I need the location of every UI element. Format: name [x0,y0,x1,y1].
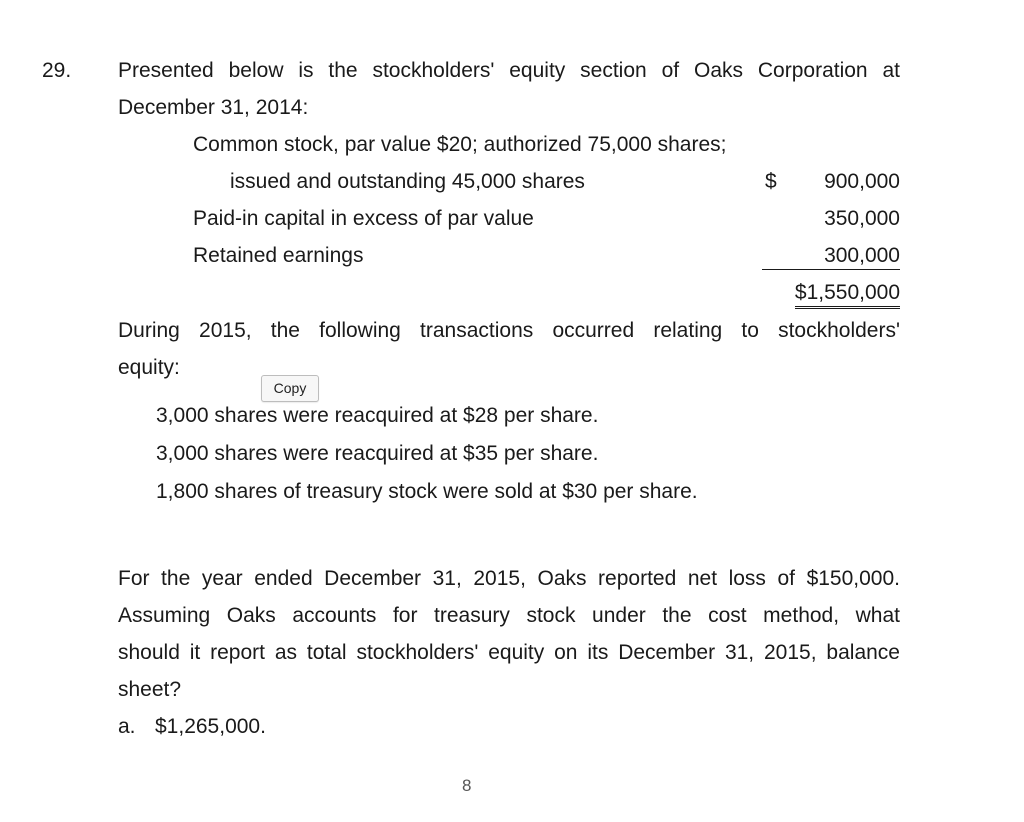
answer-letter: a. [118,715,136,738]
common-stock-label-line2: issued and outstanding 45,000 shares [230,170,585,193]
transaction-item-2: 3,000 shares were reacquired at $35 per share. [156,442,599,465]
common-stock-label-line1: Common stock, par value $20; authorized 75,000 shares; [193,133,727,156]
common-stock-amount: 900,000 [824,170,900,193]
intro-line-2: December 31, 2014: [118,96,309,119]
question-line-3: should it report as total stockholders' equity on its December 31, 2015, balance [118,641,900,664]
retained-earnings-label: Retained earnings [193,244,364,267]
transactions-intro-line-2: equity: [118,356,180,379]
copy-button[interactable]: Copy [261,375,319,402]
total-equity-amount: $1,550,000 [795,280,900,309]
transaction-item-3: 1,800 shares of treasury stock were sold at $30 per share. [156,480,698,503]
question-number: 29. [42,59,72,82]
paid-in-capital-label: Paid-in capital in excess of par value [193,207,534,230]
dollar-sign: $ [765,170,777,193]
page-number: 8 [462,776,472,795]
intro-line-1: Presented below is the stockholders' equity section of Oaks Corporation at [118,59,900,82]
question-line-1: For the year ended December 31, 2015, Oaks reported net loss of $150,000. [118,567,900,590]
retained-earnings-amount: 300,000 [762,243,900,270]
transactions-intro-line-1: During 2015, the following transactions occurred relating to stockholders' [118,319,900,342]
answer-value: $1,265,000. [155,715,266,738]
question-line-4: sheet? [118,678,182,701]
paid-in-capital-amount: 350,000 [824,207,900,230]
transaction-item-1: 3,000 shares were reacquired at $28 per share. [156,404,599,427]
question-line-2: Assuming Oaks accounts for treasury stock under the cost method, what [118,604,900,627]
